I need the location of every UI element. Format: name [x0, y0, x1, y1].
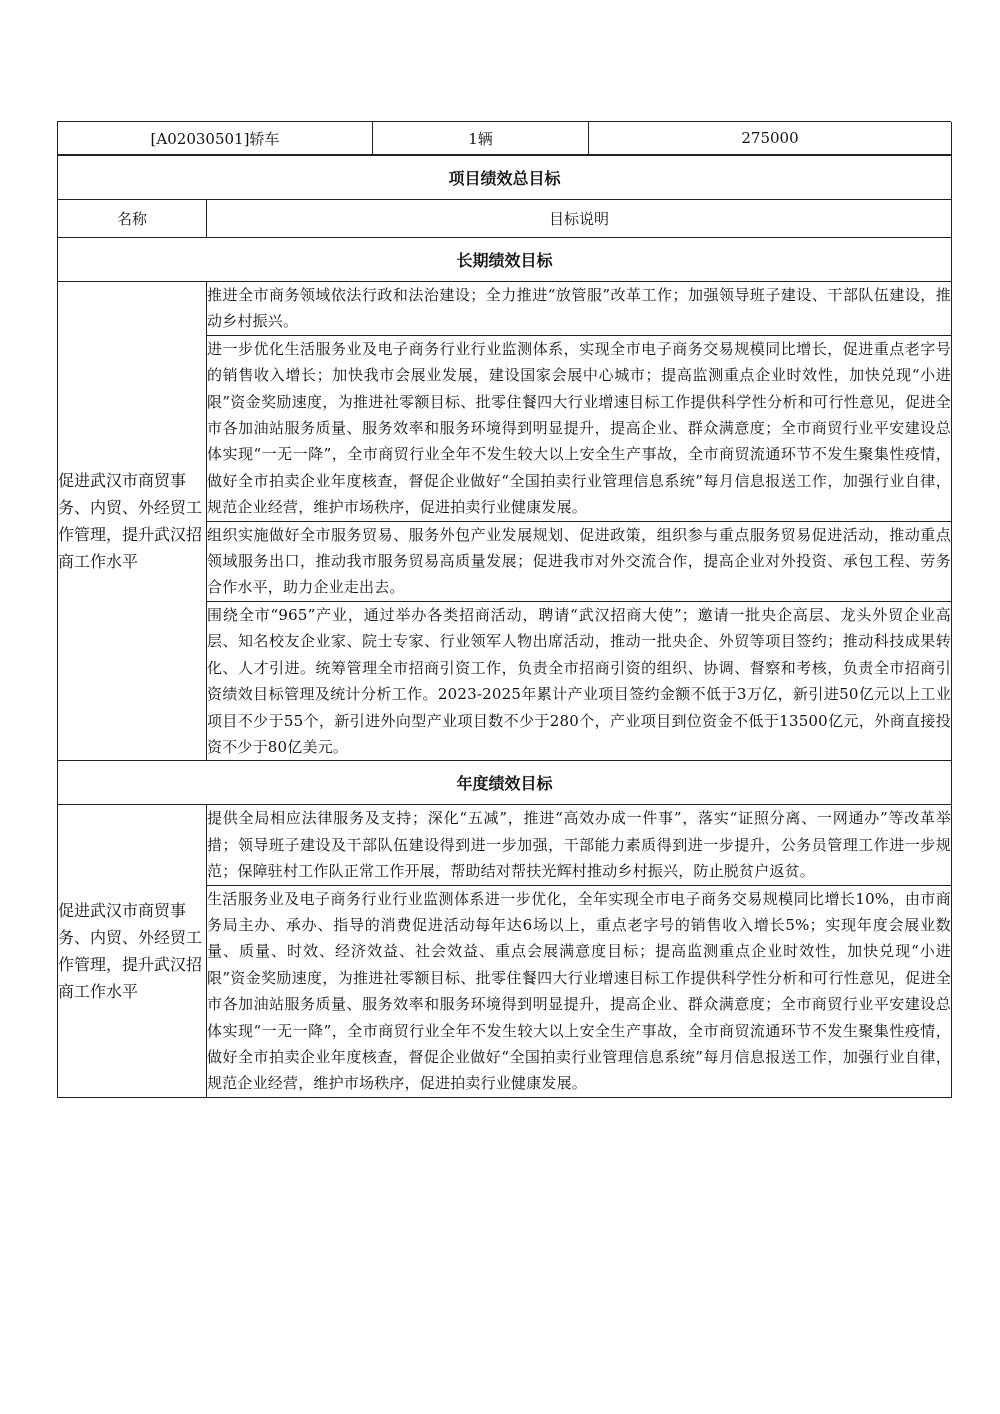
long-term-goal-title: 长期绩效目标 [58, 238, 952, 282]
asset-quantity-cell: 1辆 [373, 122, 589, 155]
annual-goal-name: 促进武汉市商贸事务、内贸、外经贸工作管理，提升武汉招商工作水平 [58, 805, 207, 1097]
annual-goal-item: 生活服务业及电子商务行业行业监测体系进一步优化，全年实现全市电子商务交易规模同比增长10%，由市商务局主办、承办、指导的消费促进活动每年达6场以上，重点老字号的销售收入增长5%；实现年度会展业数量、质量、时效、经济效益、社会效益、重点会展满意度目标；提高监测重点企业时效性，加快兑现“小进限”资金奖励速度，为推进社零额目标、批零住餐四大行业增速目标工作提供科学性分析和可行性意见，促进全市各加油站服务质量、服务效率和服务环境得到明显提升，提高企业、群众满意度；全市商贸行业平安建设总体实现“一无一降”，全市商贸行业全年不发生较大以上安全生产事故，全市商贸流通环节不发生聚集性疫情，做好全市拍卖企业年度核查，督促企业做好“全国拍卖行业管理信息系统”每月信息报送工作，加强行业自律，规范企业经营，维护市场秩序，促进拍卖行业健康发展。 [207, 885, 952, 1097]
long-term-goal-item: 进一步优化生活服务业及电子商务行业行业监测体系，实现全市电子商务交易规模同比增长，促进重点老字号的销售收入增长；加快我市会展业发展，建设国家会展中心城市；提高监测重点企业时效性，加快兑现“小进限”资金奖励速度，为推进社零额目标、批零住餐四大行业增速目标工作提供科学性分析和可行性意见，促进全市各加油站服务质量、服务效率和服务环境得到明显提升，提高企业、群众满意度；全市商贸行业平安建设总体实现“一无一降”，全市商贸行业全年不发生较大以上安全生产事故，全市商贸流通环节不发生聚集性疫情，做好全市拍卖企业年度核查，督促企业做好“全国拍卖行业管理信息系统”每月信息报送工作，加强行业自律，规范企业经营，维护市场秩序，促进拍卖行业健康发展。 [207, 335, 952, 521]
overall-goal-title: 项目绩效总目标 [58, 156, 952, 200]
header-row [58, 200, 952, 238]
asset-amount-cell: 275000 [589, 122, 952, 155]
performance-goals-table [57, 155, 952, 1098]
annual-row [58, 805, 952, 885]
long-term-goal-item: 围绕全市“965”产业，通过举办各类招商活动，聘请“武汉招商大使”；邀请一批央企高层、龙头外贸企业高层、知名校友企业家、院士专家、行业领军人物出席活动，推动一批央企、外贸等项目签约；推动科技成果转化、人才引进。统筹管理全市招商引资工作，负责全市招商引资的组织、协调、督察和考核，负责全市招商引资绩效目标管理及统计分析工作。2023-2025年累计产业项目签约金额不低于3万亿，新引进50亿元以上工业项目不少于55个，新引进外向型产业项目数不少于280个，产业项目到位资金不低于13500亿元，外商直接投资不少于80亿美元。 [207, 601, 952, 760]
annual-goal-title: 年度绩效目标 [58, 761, 952, 805]
long-term-goal-item: 推进全市商务领域依法行政和法治建设；全力推进“放管服”改革工作；加强领导班子建设、干部队伍建设，推动乡村振兴。 [207, 282, 952, 336]
asset-row [57, 121, 951, 155]
long-term-goal-name: 促进武汉市商贸事务、内贸、外经贸工作管理，提升武汉招商工作水平 [58, 282, 207, 761]
overall-title-row [58, 156, 952, 200]
annual-goal-item: 提供全局相应法律服务及支持；深化“五减”，推进“高效办成一件事”，落实“证照分离、一网通办”等改革举措；领导班子建设及干部队伍建设得到进一步加强，干部能力素质得到进一步提升，公务员管理工作进一步规范；保障驻村工作队正常工作开展，帮助结对帮扶光辉村推动乡村振兴，防止脱贫户返贫。 [207, 805, 952, 885]
asset-item-cell: [A02030501]轿车 [58, 122, 373, 155]
annual-title-row [58, 761, 952, 805]
long-term-row [58, 282, 952, 336]
long-term-title-row [58, 238, 952, 282]
long-term-goal-item: 组织实施做好全市服务贸易、服务外包产业发展规划、促进政策，组织参与重点服务贸易促进活动，推动重点领域服务出口，推动我市服务贸易高质量发展；促进我市对外交流合作，提高企业对外投资、承包工程、劳务合作水平，助力企业走出去。 [207, 521, 952, 601]
header-description: 目标说明 [207, 200, 952, 238]
header-name: 名称 [58, 200, 207, 238]
